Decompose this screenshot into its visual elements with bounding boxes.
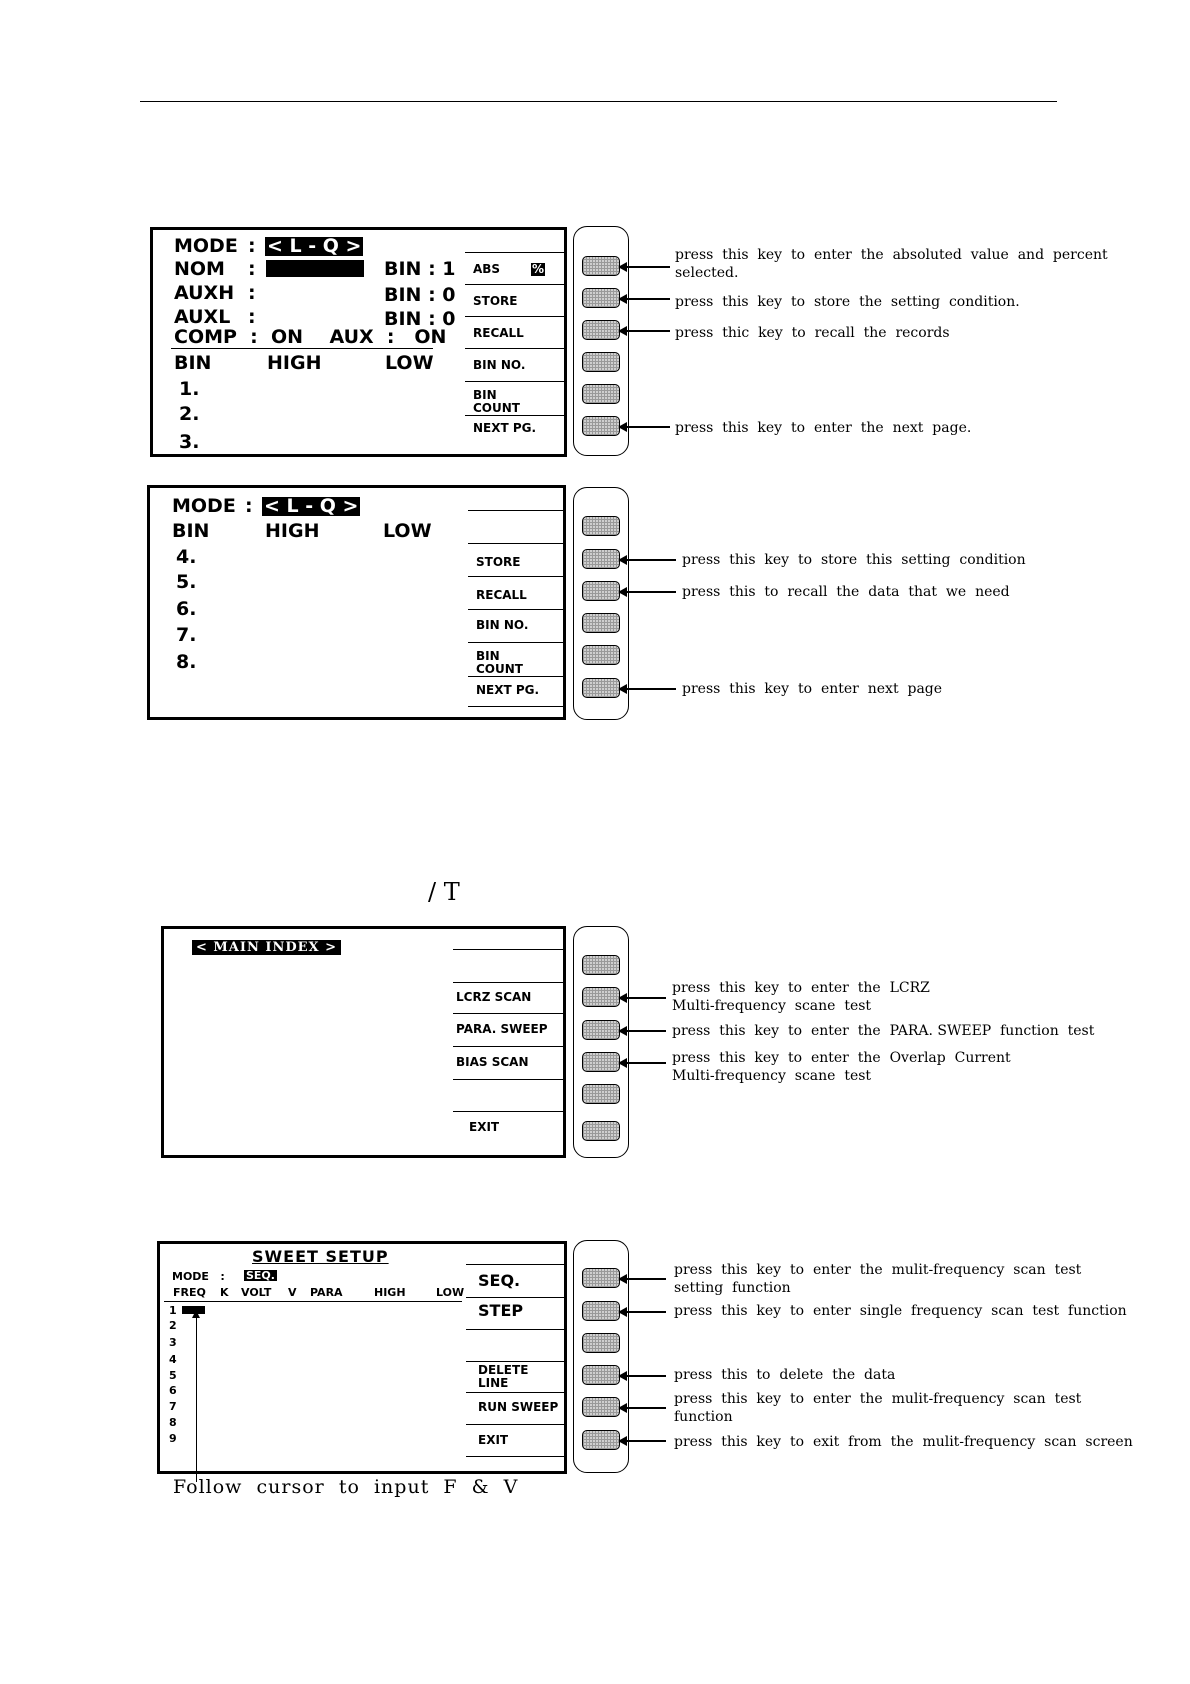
bin-row: 5. — [176, 571, 197, 593]
note-step: press this key to enter single frequency scan test function — [674, 1303, 1127, 1319]
row-number: 5 — [169, 1369, 177, 1382]
hardkey-4[interactable] — [582, 1052, 620, 1072]
softkey-para-sweep[interactable]: PARA. SWEEP — [456, 1022, 548, 1036]
percent-icon: % — [532, 262, 545, 276]
note-seq: press this key to enter the mulit-frequency scan test setting function — [674, 1262, 1082, 1296]
softkey-divider — [468, 706, 564, 707]
hardkey-6[interactable] — [582, 678, 620, 698]
arrow-left-icon — [620, 1440, 666, 1442]
row-number: 6 — [169, 1384, 177, 1397]
softkey-bin-no[interactable]: BIN NO. — [473, 358, 526, 372]
arrow-left-icon — [620, 688, 676, 690]
col-bin: BIN — [172, 520, 210, 542]
softkey-bin-no[interactable]: BIN NO. — [476, 618, 529, 632]
arrow-left-icon — [620, 559, 676, 561]
bin0b-label: BIN : 0 — [384, 308, 456, 330]
softkey-divider — [453, 1079, 565, 1080]
note-run-sweep: press this key to enter the mulit-frequency scan test function — [674, 1391, 1082, 1425]
row-number: 4 — [169, 1353, 177, 1366]
mode-value[interactable]: < L - Q > — [267, 235, 362, 257]
softkey-recall[interactable]: RECALL — [476, 588, 527, 602]
hardkey-1[interactable] — [582, 1268, 620, 1288]
nom-label: NOM — [174, 258, 225, 280]
softkey-bin-count[interactable]: BIN COUNT — [473, 388, 520, 415]
hardkey-2[interactable] — [582, 987, 620, 1007]
arrow-left-icon — [620, 426, 670, 428]
softkey-run-sweep[interactable]: RUN SWEEP — [478, 1400, 559, 1414]
note-bias-scan: press this key to enter the Overlap Current Multi-frequency scane test — [672, 1050, 1011, 1084]
mode-label: MODE — [172, 495, 236, 517]
comp-aux-line: COMP : ON AUX : ON — [174, 326, 447, 348]
mode-colon: : — [245, 495, 253, 517]
hardkey-3[interactable] — [582, 1333, 620, 1353]
softkey-divider — [468, 576, 564, 577]
hardkey-3[interactable] — [582, 1020, 620, 1040]
softkey-divider — [466, 1329, 566, 1330]
softkey-divider — [453, 1013, 565, 1014]
mode-colon: : — [248, 235, 256, 257]
softkey-divider — [465, 381, 565, 382]
header-divider — [164, 1301, 462, 1302]
softkey-lcrz-scan[interactable]: LCRZ SCAN — [456, 990, 532, 1004]
softkey-divider — [465, 316, 565, 317]
col-v: V — [288, 1286, 297, 1299]
softkey-divider — [465, 252, 565, 253]
bin1-label: BIN : 1 — [384, 258, 456, 280]
softkey-abs[interactable]: ABS — [473, 262, 501, 276]
softkey-divider — [466, 1297, 566, 1298]
softkey-divider — [468, 510, 564, 511]
hardkey-1[interactable] — [582, 516, 620, 536]
mode-label: MODE — [174, 235, 238, 257]
softkey-divider — [466, 1264, 566, 1265]
bin-row: 2. — [179, 403, 200, 425]
header-rule — [140, 101, 1057, 102]
softkey-divider — [465, 415, 565, 416]
hardkey-4[interactable] — [582, 613, 620, 633]
note-store: press this key to store the setting condition. — [675, 294, 1020, 310]
arrow-left-icon — [620, 591, 676, 593]
bin-row: 7. — [176, 624, 197, 646]
mode-value[interactable]: SEQ. — [246, 1269, 275, 1282]
bin-row: 8. — [176, 651, 197, 673]
auxh-label: AUXH — [174, 282, 235, 304]
softkey-seq[interactable]: SEQ. — [478, 1271, 521, 1290]
row-number: 1 — [169, 1304, 177, 1317]
col-freq: FREQ — [173, 1286, 206, 1299]
softkey-divider — [453, 1046, 565, 1047]
note-delete-line: press this to delete the data — [674, 1367, 896, 1383]
screen-sweep-setup — [157, 1241, 567, 1474]
col-para: PARA — [310, 1286, 343, 1299]
row-number: 2 — [169, 1319, 177, 1332]
hardkey-2[interactable] — [582, 288, 620, 308]
hardkey-1[interactable] — [582, 256, 620, 276]
softkey-divider — [466, 1361, 566, 1362]
note-next-page: press this key to enter the next page. — [675, 420, 972, 436]
hardkey-6[interactable] — [582, 1430, 620, 1450]
softkey-divider — [468, 609, 564, 610]
col-high: HIGH — [267, 352, 322, 374]
hardkey-4[interactable] — [582, 352, 620, 372]
hardkey-5[interactable] — [582, 1084, 620, 1104]
softkey-next-page[interactable]: NEXT PG. — [473, 421, 537, 435]
cursor-pointer-line — [196, 1312, 197, 1482]
note-next-page: press this key to enter next page — [682, 681, 943, 697]
arrow-left-icon — [620, 1278, 666, 1280]
hardkey-4[interactable] — [582, 1365, 620, 1385]
arrow-left-icon — [620, 997, 666, 999]
col-volt: VOLT — [241, 1286, 272, 1299]
col-bin: BIN — [174, 352, 212, 374]
softkey-next-page[interactable]: NEXT PG. — [476, 683, 540, 697]
hardkey-5[interactable] — [582, 1397, 620, 1417]
arrow-left-icon — [620, 1062, 666, 1064]
hardkey-3[interactable] — [582, 320, 620, 340]
mode-label: MODE : — [172, 1270, 225, 1283]
main-index-title: < MAIN INDEX > — [192, 940, 341, 955]
arrow-left-icon — [620, 298, 670, 300]
softkey-divider — [468, 543, 564, 544]
bin-row: 4. — [176, 546, 197, 568]
softkey-delete-line[interactable]: DELETE LINE — [478, 1363, 529, 1390]
hardkey-6[interactable] — [582, 416, 620, 436]
col-low: LOW — [385, 352, 434, 374]
softkey-divider — [465, 348, 565, 349]
arrow-left-icon — [620, 330, 670, 332]
softkey-divider — [468, 676, 564, 677]
screen-bin-setup-page2 — [147, 485, 566, 720]
note-store: press this key to store this setting condition — [682, 552, 1026, 568]
note-abs: press this key to enter the absoluted value and percent selected. — [675, 247, 1108, 281]
hardkey-2[interactable] — [582, 1301, 620, 1321]
bin-row: 6. — [176, 598, 197, 620]
cursor-caption: Follow cursor to input F & V — [173, 1476, 519, 1498]
arrow-left-icon — [620, 1311, 666, 1313]
note-recall: press thic key to recall the records — [675, 325, 950, 341]
softkey-divider — [466, 1392, 566, 1393]
row-number: 3 — [169, 1336, 177, 1349]
auxh-colon: : — [248, 282, 256, 304]
softkey-recall[interactable]: RECALL — [473, 326, 524, 340]
softkey-divider — [453, 1111, 565, 1112]
note-lcrz-scan: press this key to enter the LCRZ Multi-frequency scane test — [672, 980, 930, 1014]
softkey-step[interactable]: STEP — [478, 1301, 524, 1320]
hardkey-3[interactable] — [582, 581, 620, 601]
softkey-divider — [466, 1456, 566, 1457]
row-number: 8 — [169, 1416, 177, 1429]
note-para-sweep: press this key to enter the PARA. SWEEP function test — [672, 1023, 1095, 1039]
softkey-divider — [468, 642, 564, 643]
auxl-colon: : — [248, 306, 256, 328]
softkey-store[interactable]: STORE — [473, 294, 518, 308]
col-low: LOW — [436, 1286, 465, 1299]
note-exit: press this key to exit from the mulit-frequency scan screen — [674, 1434, 1133, 1450]
row-number: 7 — [169, 1400, 177, 1413]
hardkey-6[interactable] — [582, 1121, 620, 1141]
hardkey-1[interactable] — [582, 955, 620, 975]
divider — [171, 348, 433, 349]
arrow-left-icon — [620, 266, 670, 268]
softkey-bias-scan[interactable]: BIAS SCAN — [456, 1055, 529, 1069]
softkey-divider — [466, 1424, 566, 1425]
softkey-divider — [453, 949, 565, 950]
arrow-left-icon — [620, 1407, 666, 1409]
softkey-store[interactable]: STORE — [476, 555, 521, 569]
screen-bin-setup-page1 — [150, 227, 567, 457]
col-low: LOW — [383, 520, 432, 542]
arrow-left-icon — [620, 1030, 666, 1032]
auxl-label: AUXL — [174, 306, 231, 328]
bin-row: 1. — [179, 378, 200, 400]
bin0a-label: BIN : 0 — [384, 284, 456, 306]
col-high: HIGH — [265, 520, 320, 542]
col-k: K — [220, 1286, 229, 1299]
arrow-left-icon — [620, 1375, 666, 1377]
screen-main-index — [161, 926, 566, 1158]
hardkey-2[interactable] — [582, 549, 620, 569]
bin-row: 3. — [179, 431, 200, 453]
sweep-setup-title: SWEET SETUP — [252, 1247, 389, 1266]
hardkey-5[interactable] — [582, 384, 620, 404]
row-number: 9 — [169, 1432, 177, 1445]
softkey-bin-count[interactable]: BIN COUNT — [476, 649, 523, 676]
softkey-divider — [453, 982, 565, 983]
col-high: HIGH — [374, 1286, 406, 1299]
note-recall: press this to recall the data that we need — [682, 584, 1010, 600]
nom-colon: : — [248, 258, 256, 280]
softkey-exit[interactable]: EXIT — [478, 1433, 509, 1447]
softkey-exit[interactable]: EXIT — [469, 1120, 500, 1134]
hardkey-5[interactable] — [582, 645, 620, 665]
mode-value[interactable]: < L - Q > — [264, 495, 359, 517]
nom-input-cursor[interactable] — [266, 260, 364, 277]
softkey-divider — [465, 284, 565, 285]
slash-t-text: / T — [428, 878, 460, 906]
